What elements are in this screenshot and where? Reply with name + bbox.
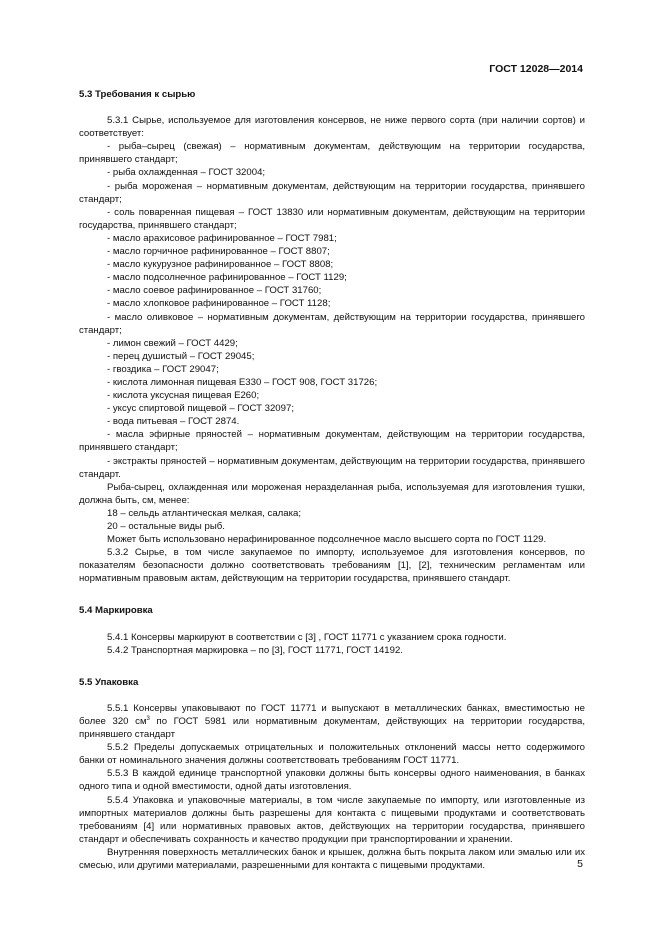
fish-size-item: 20 – остальные виды рыб. (107, 521, 225, 532)
list-item: - уксус спиртовой пищевой – ГОСТ 32097; (107, 403, 294, 415)
list-item: - масло соевое рафинированное – ГОСТ 31760; (107, 285, 322, 297)
section-title-5-4: 5.4 Маркировка (79, 605, 153, 617)
list-item: - экстракты пряностей – нормативным документам, действующим на территории государства, принявшего стандарт. (79, 455, 585, 480)
paragraph-5-5-1-part-a: 5.5.1 Консервы упаковывают по ГОСТ 11771 и выпускают в металлических банках, вместимостью не более 320 см (79, 702, 585, 727)
list-item: - масло хлопковое рафинированное – ГОСТ 1128; (107, 298, 331, 310)
list-item: - кислота лимонная пищевая Е330 – ГОСТ 908, ГОСТ 31726; (107, 376, 378, 388)
list-item: - масло оливковое – нормативным документам, действующим на территории государства, принявшего стандарт; (79, 311, 585, 336)
fish-size-item: 18 – сельдь атлантическая мелкая, салака; (107, 507, 301, 519)
list-item: - перец душистый – ГОСТ 29045; (107, 350, 255, 362)
paragraph-5-5-1 (79, 702, 585, 741)
paragraph-5-5-1-part-b: по ГОСТ 5981 или нормативным документам, действующих на территории государства, принявшего стандарт (79, 715, 585, 741)
page-number: 5 (577, 858, 583, 870)
list-item: - кислота уксусная пищевая Е260; (107, 390, 260, 402)
paragraph-inner-surface: Внутренняя поверхность металлических банок и крышек, должна быть покрыта лаком или эмалью или их смесью, или другими материалами, разрешенными для контакта с пищевыми продуктами. (79, 846, 585, 871)
paragraph-5-3-2: 5.3.2 Сырье, в том числе закупаемое по импорту, используемое для изготовления консервов, по показателям безопасности должно соответствовать требованиям [1], [2], техническим регламентам или нормативным правовым актам, действующим на территории государства, принявшего стандарт. (79, 547, 585, 585)
document-code: ГОСТ 12028—2014 (489, 63, 583, 75)
list-item: - масла эфирные пряностей – нормативным документам, действующим на территории государства, принявшего стандарт; (79, 429, 585, 454)
list-item: - гвоздика – ГОСТ 29047; (107, 363, 219, 375)
list-item: - рыба мороженая – нормативным документам, действующим на территории государства, принявшего стандарт; (79, 180, 585, 205)
paragraph-5-4-1: 5.4.1 Консервы маркируют в соответствии с [3] , ГОСТ 11771 с указанием срока годности. (107, 631, 507, 643)
list-item: - масло арахисовое рафинированное – ГОСТ 7981; (107, 232, 337, 244)
list-item: - соль поваренная пищевая – ГОСТ 13830 или нормативным документам, действующим на территории государства, принявшего стандарт; (79, 206, 585, 231)
list-item: - масло кукурузное рафинированное – ГОСТ 8808; (107, 259, 334, 271)
document-body (79, 88, 585, 872)
list-item: - масло подсолнечное рафинированное – ГОСТ 1129; (107, 272, 347, 284)
superscript-3: 3 (146, 715, 150, 722)
list-item: - рыба–сырец (свежая) – нормативным документам, действующим на территории государства, принявшего стандарт; (79, 141, 585, 166)
paragraph-5-5-3: 5.5.3 В каждой единице транспортной упаковки должны быть консервы одного наименования, в банках одного типа и одной вместимости, одной даты изготовления. (79, 768, 585, 793)
list-item: - рыба охлажденная – ГОСТ 32004; (107, 167, 266, 179)
paragraph-5-3-1: 5.3.1 Сырье, используемое для изготовления консервов, не ниже первого сорта (при наличии сортов) и соответствует: (79, 115, 585, 140)
paragraph-fish-size: Рыба-сырец, охлажденная или мороженая неразделанная рыба, используемая для изготовления тушки, должна быть, см, менее: (79, 481, 585, 506)
list-item: - масло горчичное рафинированное – ГОСТ 8807; (107, 246, 330, 258)
paragraph-5-4-2: 5.4.2 Транспортная маркировка – по [3], ГОСТ 11771, ГОСТ 14192. (107, 644, 403, 656)
list-item: - вода питьевая – ГОСТ 2874. (107, 416, 240, 428)
section-title-5-3: 5.3 Требования к сырью (79, 89, 196, 100)
paragraph-oil-note: Может быть использовано нерафинированное подсолнечное масло высшего сорта по ГОСТ 1129. (107, 534, 547, 546)
paragraph-5-5-4: 5.5.4 Упаковка и упаковочные материалы, в том числе закупаемые по импорту, или изготовленные из импортных материалов должны быть разрешены для контакта с пищевыми продуктами и соответствовать требованиям [4] или нормативных правовых актов, действующих на территории государства, принявшего стандарт и обеспечивать сохранность и качество продукции при транспортировании и хранении. (79, 794, 585, 845)
list-item: - лимон свежий – ГОСТ 4429; (107, 337, 238, 349)
paragraph-5-5-2: 5.5.2 Пределы допускаемых отрицательных и положительных отклонений массы нетто содержимого банки от номинального значения должны соответствовать требованиям ГОСТ 11771. (79, 742, 585, 767)
section-title-5-5: 5.5 Упаковка (79, 676, 139, 688)
